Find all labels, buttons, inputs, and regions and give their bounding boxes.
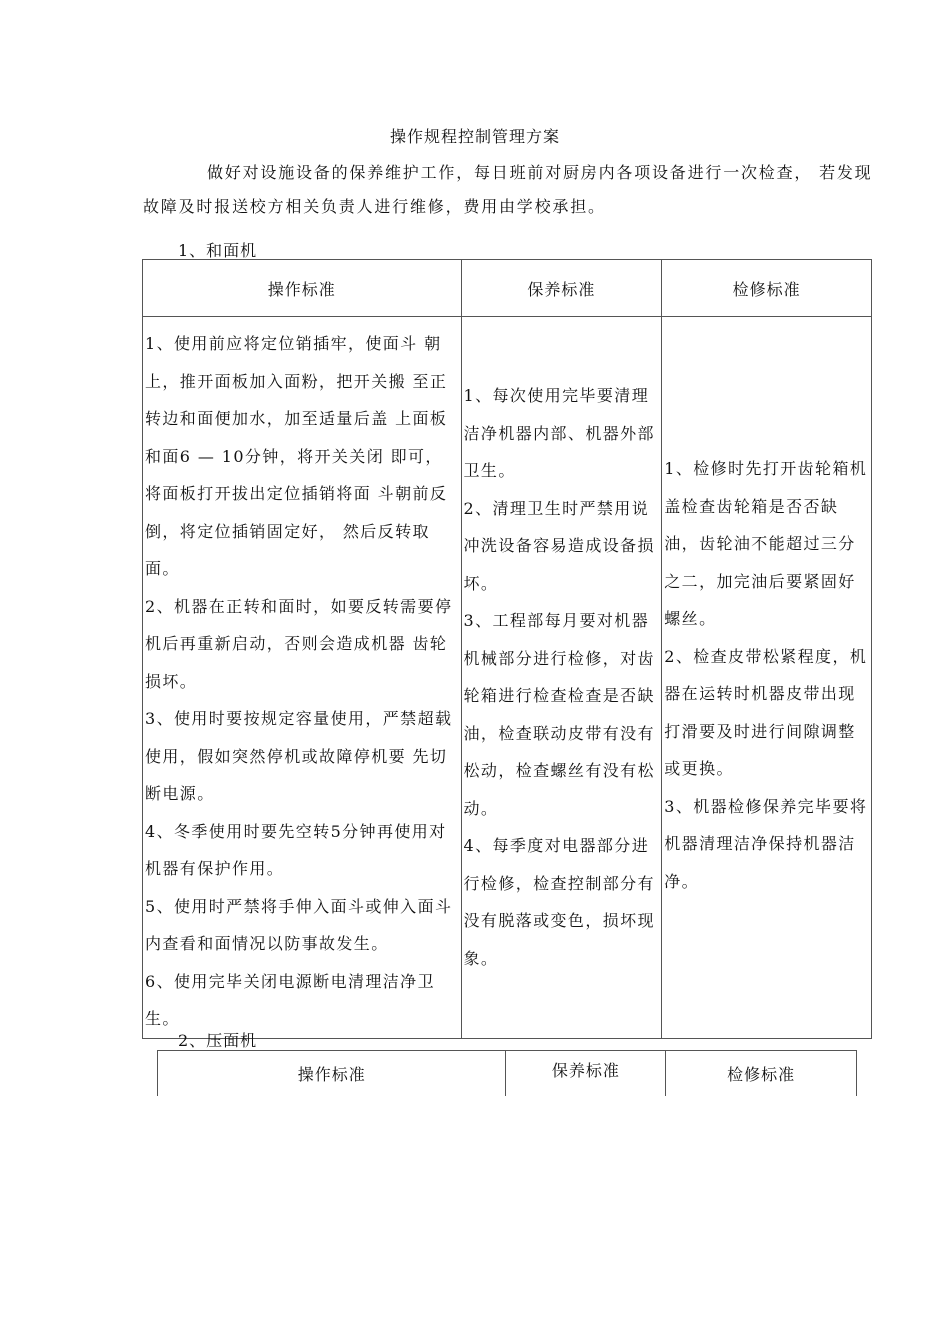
operation-item: 3、使用时要按规定容量使用，严禁超载使用，假如突然停机或故障停机要 先切断电源。 <box>145 709 453 803</box>
maintenance-cell <box>461 317 662 1039</box>
maintenance-item: 1、每次使用完毕要清理洁净机器内部、机器外部卫生。 <box>463 386 655 480</box>
repair-cell <box>662 317 872 1039</box>
operation-item: 1、使用前应将定位销插牢，使面斗 朝上，推开面板加入面粉，把开关搬 至正转边和面便加水，加至适量后盖 上面板和面6 — 10分钟，将开关关闭 即可，将面板打开拔出定位插销将面 斗朝前反倒，将定位插销固定好， 然后反转取面。 <box>145 334 448 578</box>
table-row <box>143 317 872 1039</box>
intro-paragraph: 做好对设施设备的保养维护工作，每日班前对厨房内各项设备进行一次检查， 若发现故障及时报送校方相关负责人进行维修，费用由学校承担。 <box>143 163 873 216</box>
header-repair: 检修标准 <box>666 1051 857 1097</box>
mixer-standards-table <box>142 259 872 1039</box>
header-operation: 操作标准 <box>158 1051 506 1097</box>
maintenance-item: 3、工程部每月要对机器机械部分进行检修，对齿轮箱进行检查检查是否缺油，检查联动皮带有没有松动，检查螺丝有没有松动。 <box>463 611 655 818</box>
header-operation: 操作标准 <box>143 260 462 317</box>
press-standards-table <box>157 1050 857 1096</box>
repair-item: 2、检查皮带松紧程度，机器在运转时机器皮带出现打滑要及时进行间隙调整或更换。 <box>664 646 868 778</box>
repair-item: 3、机器检修保养完毕要将机器清理洁净保持机器洁净。 <box>664 796 868 891</box>
operation-item: 4、冬季使用时要先空转5分钟再使用对机器有保护作用。 <box>145 821 447 878</box>
repair-item: 1、检修时先打开齿轮箱机盖检查齿轮箱是否否缺油，齿轮油不能超过三分之二，加完油后要紧固好螺丝。 <box>664 459 868 628</box>
document-title: 操作规程控制管理方案 <box>389 127 560 146</box>
operation-item: 5、使用时严禁将手伸入面斗或伸入面斗内查看和面情况以防事故发生。 <box>145 896 453 953</box>
maintenance-item: 4、每季度对电器部分进行检修，检查控制部分有没有脱落或变色，损坏现象。 <box>463 836 655 968</box>
section-heading-mixer: 1、和面机 <box>178 241 258 260</box>
operation-item: 2、机器在正转和面时，如要反转需要停机后再重新启动，否则会造成机器 齿轮损坏。 <box>145 596 453 691</box>
table-header-row <box>158 1051 857 1097</box>
table-header-row <box>143 260 872 317</box>
header-repair: 检修标准 <box>662 260 872 317</box>
maintenance-item: 2、清理卫生时严禁用说冲洗设备容易造成设备损坏。 <box>463 498 655 593</box>
header-maintenance: 保养标准 <box>506 1051 666 1097</box>
section-heading-press: 2、压面机 <box>178 1031 258 1050</box>
operation-item: 6、使用完毕关闭电源断电清理洁净卫生。 <box>145 971 435 1028</box>
operation-cell <box>143 317 462 1039</box>
header-maintenance: 保养标准 <box>461 260 662 317</box>
